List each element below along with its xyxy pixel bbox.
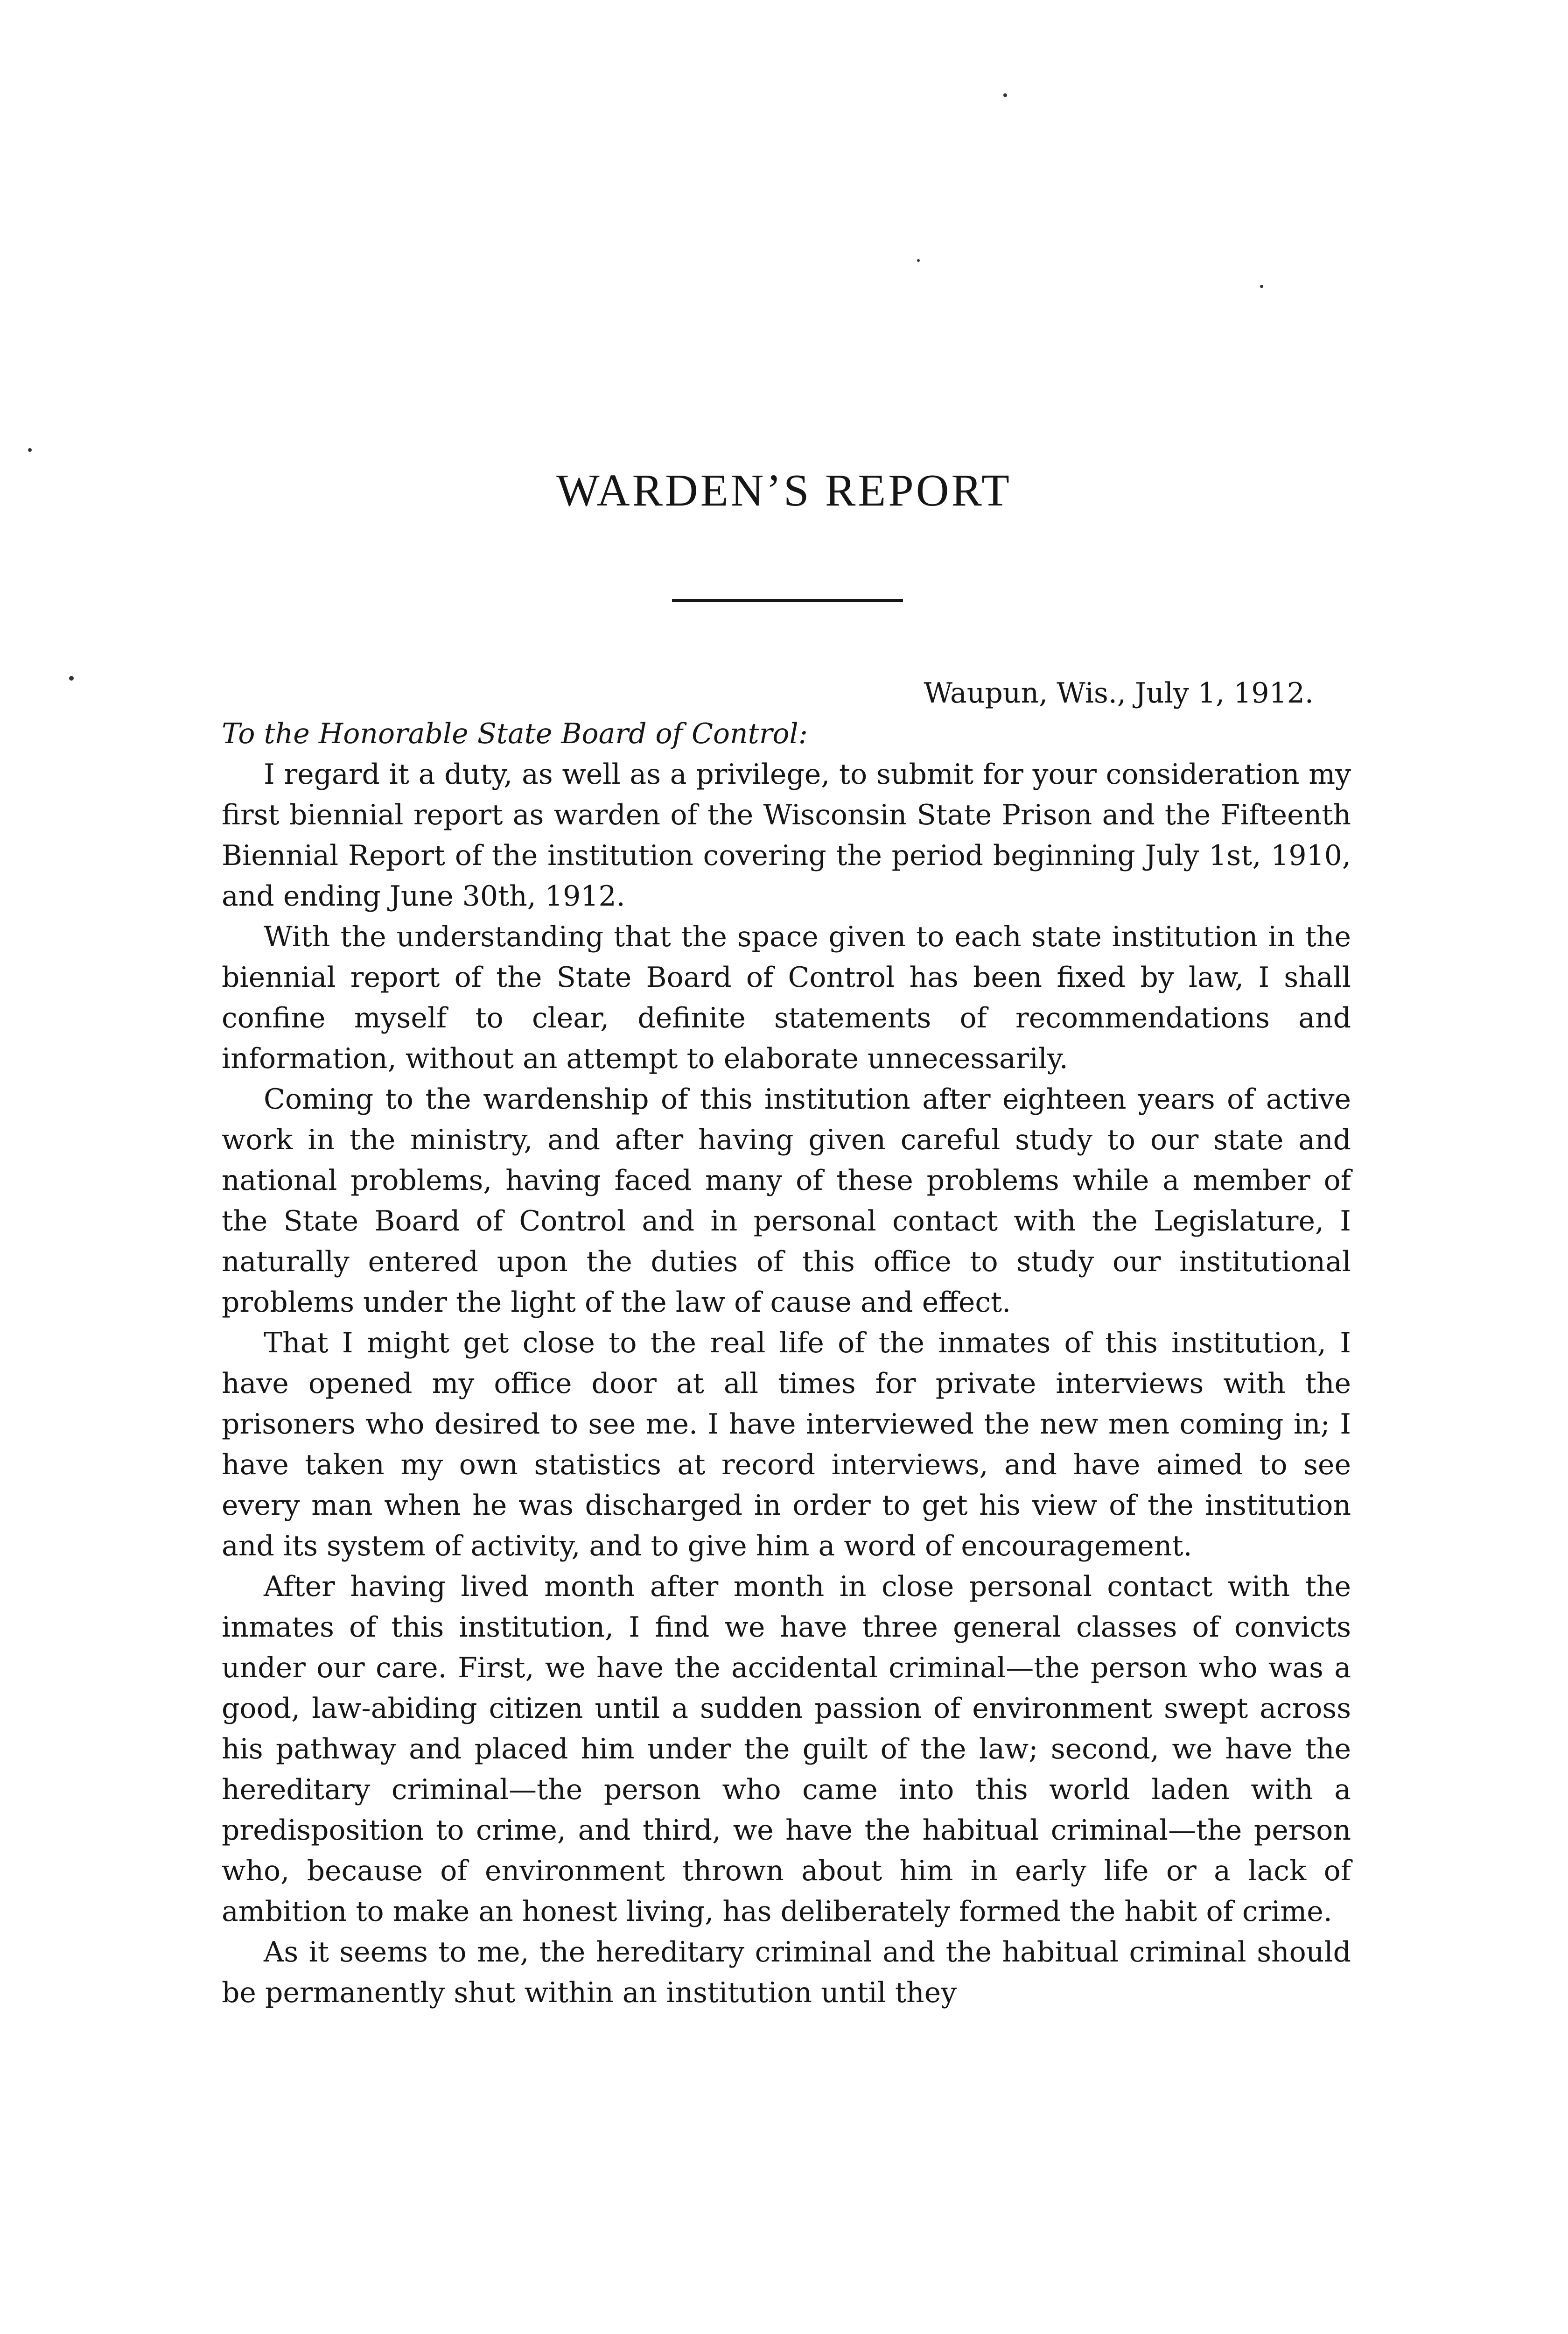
paragraph-3: Coming to the wardenship of this institution after eighteen years of active work in the ministry, and after having given careful study to our state and national problems, having faced many of these problems while a member of the State Board of Control and in personal contact with the Legislature, I naturally entered upon the duties of this office to study our institutional problems under the light of the law of cause and effect.: [222, 1083, 1351, 1319]
scan-speck: [28, 448, 32, 452]
paragraph-2: With the understanding that the space given to each state institution in the biennial report of the State Board of Control has been fixed by law, I shall confine myself to clear, definite statements of recommendations and information, without an attempt to elaborate unnecessarily.: [222, 921, 1351, 1075]
page-title: WARDEN’S REPORT: [556, 465, 1012, 516]
scan-speck: [917, 259, 920, 262]
title-divider: [672, 599, 903, 602]
salutation: To the Honorable State Board of Control:: [222, 717, 808, 750]
paragraph-5: After having lived month after month in close personal contact with the inmates of this institution, I find we have three general classes of convicts under our care. First, we have the accidental criminal—the person who was a good, law-abiding citizen until a sudden passion of environment swept across his pathway and placed him under the guilt of the law; second, we have the hereditary criminal—the person who came into this world laden with a predisposition to crime, and third, we have the habitual criminal—the person who, because of environment thrown about him in early life or a lack of ambition to make an honest living, has deliberately formed the habit of crime.: [222, 1570, 1351, 1928]
scan-speck: [69, 676, 74, 681]
paragraph-1: I regard it a duty, as well as a privilege, to submit for your consideration my first biennial report as warden of the Wisconsin State Prison and the Fifteenth Biennial Report of the institution covering the period beginning July 1st, 1910, and ending June 30th, 1912.: [222, 758, 1351, 913]
scan-speck: [1260, 285, 1263, 288]
scan-speck: [1003, 93, 1007, 97]
letter-body: [222, 673, 1351, 2013]
paragraph-4: That I might get close to the real life of the inmates of this institution, I have opened my office door at all times for private interviews with the prisoners who desired to see me. I have interviewed the new men coming in; I have taken my own statistics at record interviews, and have aimed to see every man when he was discharged in order to get his view of the institution and its system of activity, and to give him a word of encouragement.: [222, 1327, 1351, 1562]
paragraph-6: As it seems to me, the hereditary criminal and the habitual criminal should be permanently shut within an institution until they: [222, 1936, 1351, 2009]
dateline: Waupun, Wis., July 1, 1912.: [924, 677, 1314, 710]
